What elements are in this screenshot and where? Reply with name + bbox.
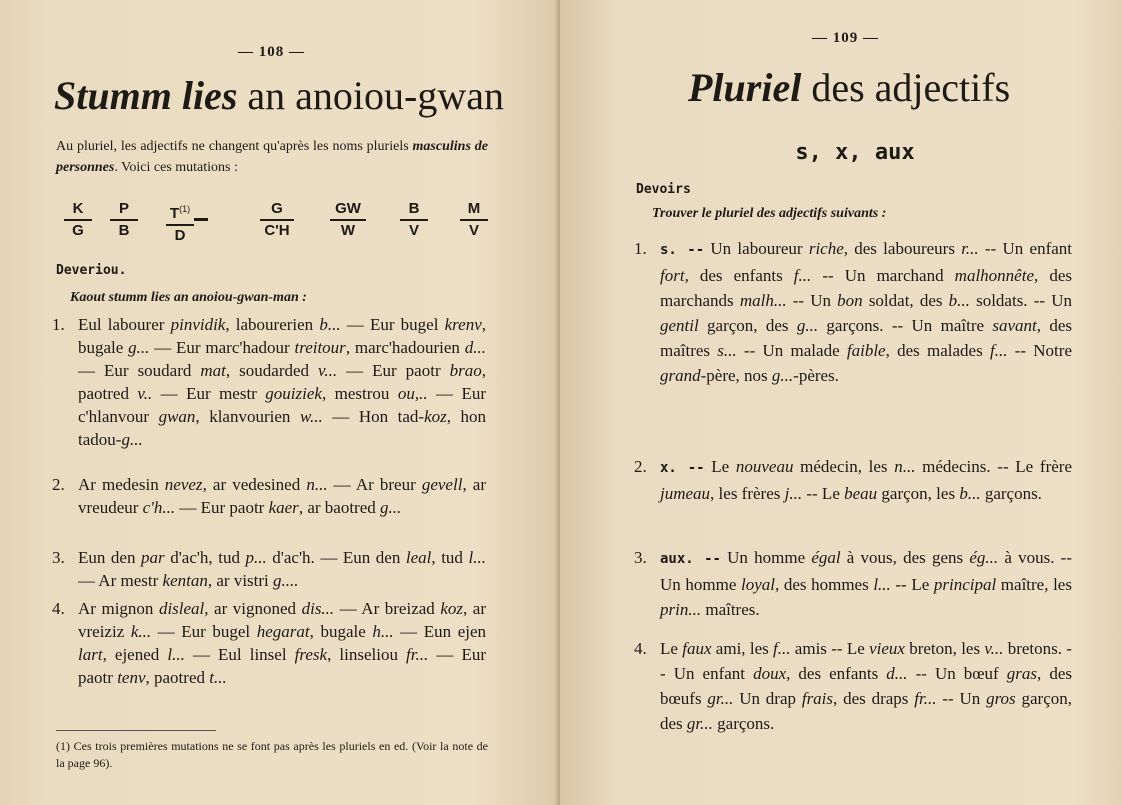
footnote: (1) Ces trois premières mutations ne se font pas après les pluriels en ed. (Voir la note de la page 96). [56, 739, 488, 770]
mutation-m-v: M V [454, 200, 494, 240]
section-heading-devoirs: Devoirs [636, 182, 691, 197]
page-number-109: — 109 — [812, 30, 879, 46]
mutation-gw-w: GW W [324, 200, 372, 240]
mutation-separator [194, 218, 208, 221]
exercise-4: 4. Ar mignon disleal, ar vignoned dis... — Ar breizad koz, ar vreiziz k... — Eur bugel hegarat, bugale h... — Eun ejen lart, ejened l... — Eul linsel fresk, linseliou fr... — Eur paotr tenv, paotred t... [52, 599, 487, 687]
mutation-t-d: $T^{(1)}$ D [160, 200, 200, 245]
left-page [0, 0, 560, 805]
exercise-3: 3. Eun den par d'ac'h, tud p... d'ac'h. — Eun den leal, tud l... — Ar mestr kentan, ar vistri g.... [52, 548, 486, 590]
exercise-1: 1. s. -- Un laboureur riche, des laboureurs r... -- Un enfant fort, des enfants f... -- Un marchand malhonnête, des marchands malh... -- Un bon soldat, des b... soldats. -- Un gentil garçon, des g... garçons. -- Un maître savant, des maîtres s... -- Un malade faible, des malades f... -- Notre grand-père, nos g...-pères. [634, 239, 1072, 385]
mutation-b-v: B V [394, 200, 434, 240]
mutation-k-g: K G [58, 200, 98, 240]
exercise-3: 3. aux. -- Un homme égal à vous, des gens ég... à vous. -- Un homme loyal, des hommes l... -- Le principal maître, les prin... maîtres. [634, 548, 1072, 619]
exercise-2: 2. Ar medesin nevez, ar vedesined n... — Ar breur gevell, ar vreudeur c'h... — Eur paotr kaer, ar baotred g... [52, 475, 486, 517]
left-page-title [54, 72, 504, 119]
title-italic-part: Pluriel [688, 65, 802, 110]
footnote-rule [56, 730, 216, 731]
title-italic-part: Stumm lies [54, 73, 238, 118]
exercise-instruction: Trouver le pluriel des adjectifs suivants : [652, 206, 887, 221]
mutation-p-b: P B [104, 200, 144, 240]
exercise-4: 4. Le faux ami, les f... amis -- Le vieux breton, les v... bretons. -- Un enfant doux, des enfants d... -- Un bœuf gras, des bœufs gr... Un drap frais, des draps fr... -- Un gros garçon, des gr... garçons. [634, 639, 1073, 733]
exercise-1: 1. Eul labourer pinvidik, labourerien b... — Eur bugel krenv, bugale g... — Eur marc'hadour treitour, marc'hadourien d... — Eur soudard mat, soudarded v... — Eur paotr brao, paotred v.. — Eur mestr gouiziek, mestrou ou,.. — Eur c'hlanvour gwan, klanvourien w... — Hon tad-koz, hon tadou-g... [52, 315, 487, 449]
intro-paragraph: Au pluriel, les adjectifs ne changent qu'après les noms pluriels masculins de personnes. Voici ces mutations : [56, 139, 488, 175]
right-page-title [688, 64, 1010, 111]
page-number-108: — 108 — [238, 44, 305, 60]
title-regular-part: des adjectifs [801, 65, 1011, 110]
exercise-instruction: Kaout stumm lies an anoiou-gwan-man : [70, 290, 307, 305]
section-heading-deveriou: Deveriou. [56, 263, 127, 278]
exercise-2: 2. x. -- Le nouveau médecin, les n... médecins. -- Le frère jumeau, les frères j... -- Le beau garçon, les b... garçons. [634, 457, 1072, 503]
title-regular-part: an anoiou-gwan [237, 73, 504, 118]
right-page [560, 0, 1122, 805]
subtitle-s-x-aux: s, x, aux [795, 140, 915, 165]
mutation-table [56, 200, 496, 244]
mutation-g-ch: G C'H [254, 200, 300, 240]
